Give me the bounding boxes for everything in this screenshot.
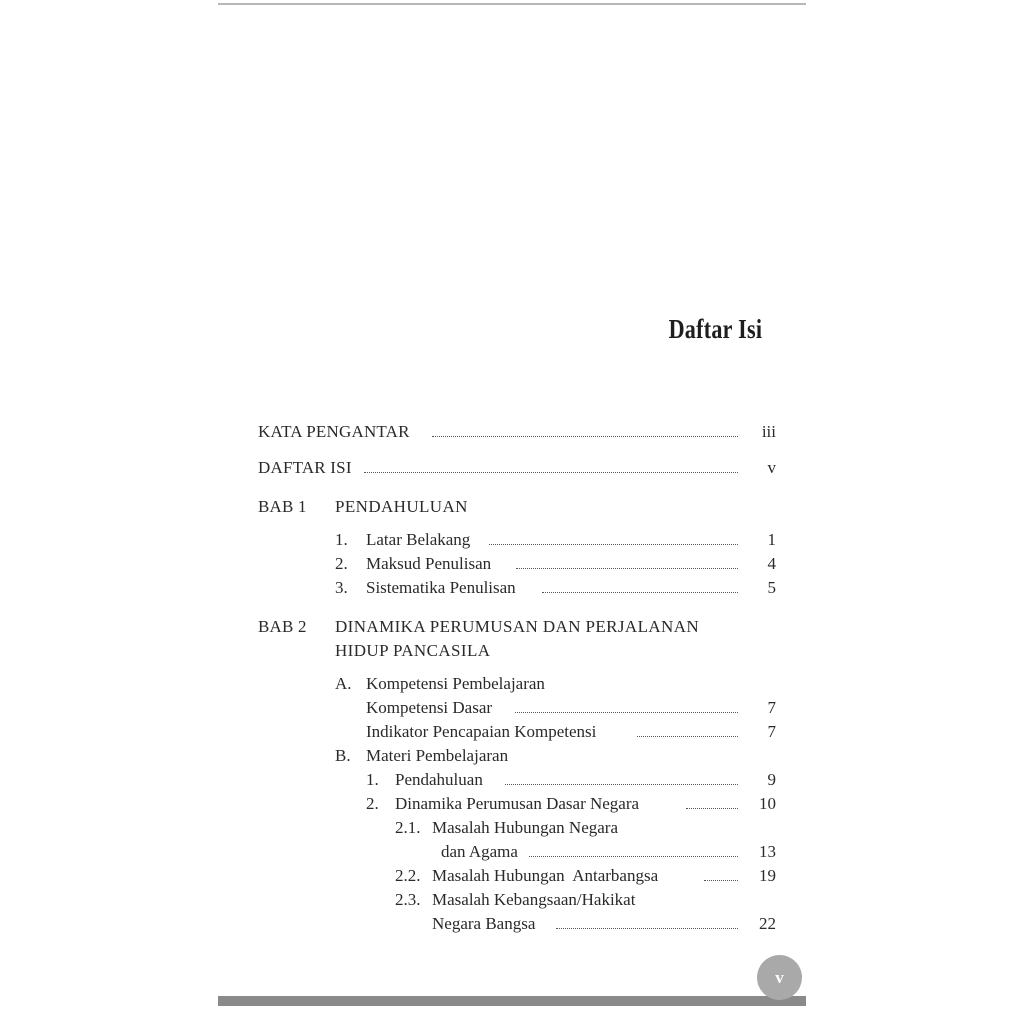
toc-page: 7 <box>767 722 776 741</box>
toc-label: Kompetensi Dasar <box>366 698 493 717</box>
chapter-title-line1: DINAMIKA PERUMUSAN DAN PERJALANAN <box>335 617 700 636</box>
dot-leader <box>637 736 738 737</box>
page-number-badge: v <box>757 955 802 1000</box>
toc-label: KATA PENGANTAR <box>258 422 410 441</box>
toc-entry <box>0 552 1024 576</box>
toc-label-line2: Negara Bangsa <box>432 914 536 933</box>
item-number: 1. <box>366 770 379 789</box>
toc-entry <box>0 720 1024 744</box>
toc-subentry-2-2 <box>0 864 1024 888</box>
dot-leader <box>515 712 738 713</box>
toc-page: 5 <box>767 578 776 597</box>
toc-page: v <box>767 458 776 477</box>
section-label: Materi Pembelajaran <box>366 746 509 765</box>
dot-leader <box>516 568 738 569</box>
toc-page: 10 <box>759 794 776 813</box>
dot-leader <box>556 928 738 929</box>
dot-leader <box>489 544 738 545</box>
dot-leader <box>432 436 738 437</box>
subitem-number: 2.3. <box>395 890 421 909</box>
toc-label: Sistematika Penulisan <box>366 578 516 597</box>
dot-leader <box>704 880 738 881</box>
toc-entry <box>0 696 1024 720</box>
toc-label-line1: Masalah Kebangsaan/Hakikat <box>432 890 636 909</box>
item-number: 3. <box>335 578 348 597</box>
toc-entry <box>0 768 1024 792</box>
toc-label-line2: dan Agama <box>441 842 518 861</box>
toc-page: 13 <box>759 842 776 861</box>
toc-chapter-bab1 <box>0 495 1024 519</box>
section-number: B. <box>335 746 351 765</box>
dot-leader <box>364 472 738 473</box>
item-number: 2. <box>335 554 348 573</box>
chapter-title: PENDAHULUAN <box>335 497 468 516</box>
toc-page: 22 <box>759 914 776 933</box>
page-title: Daftar Isi <box>668 314 762 344</box>
section-label: Kompetensi Pembelajaran <box>366 674 545 693</box>
toc-subentry-2-3 <box>0 888 1024 912</box>
item-number: 1. <box>335 530 348 549</box>
section-number: A. <box>335 674 352 693</box>
toc-section-a <box>0 672 1024 696</box>
toc-subentry-2-3-cont <box>0 912 1024 936</box>
toc-label: Pendahuluan <box>395 770 483 789</box>
toc-page: 9 <box>767 770 776 789</box>
toc-page: 1 <box>767 530 776 549</box>
toc-label-line1: Masalah Hubungan Negara <box>432 818 618 837</box>
subitem-number: 2.2. <box>395 866 421 885</box>
toc-subentry-2-1-cont <box>0 840 1024 864</box>
toc-label: Latar Belakang <box>366 530 471 549</box>
subitem-number: 2.1. <box>395 818 421 837</box>
chapter-title-line2: HIDUP PANCASILA <box>335 641 491 660</box>
toc-entry <box>0 792 1024 816</box>
dot-leader <box>505 784 738 785</box>
toc-label: Maksud Penulisan <box>366 554 492 573</box>
toc-section-b <box>0 744 1024 768</box>
toc-chapter-bab2 <box>0 615 1024 639</box>
toc-entry <box>0 576 1024 600</box>
toc-label: Dinamika Perumusan Dasar Negara <box>395 794 640 813</box>
bottom-bar <box>218 996 806 1006</box>
toc-chapter-bab2-cont <box>0 639 1024 663</box>
toc-page: 4 <box>767 554 776 573</box>
toc-entry <box>0 528 1024 552</box>
toc-label: Indikator Pencapaian Kompetensi <box>366 722 597 741</box>
toc-page: iii <box>761 422 776 441</box>
toc-label: DAFTAR ISI <box>258 458 352 477</box>
chapter-number: BAB 2 <box>258 617 307 636</box>
item-number: 2. <box>366 794 379 813</box>
toc-subentry-2-1 <box>0 816 1024 840</box>
dot-leader <box>542 592 738 593</box>
top-rule <box>218 3 806 5</box>
toc-page: 7 <box>767 698 776 717</box>
toc-label: Masalah Hubungan Antarbangsa <box>432 866 659 885</box>
toc-page: 19 <box>759 866 776 885</box>
toc-entry-daftar-isi <box>0 456 1024 480</box>
toc-entry-kata-pengantar <box>0 420 1024 444</box>
dot-leader <box>529 856 738 857</box>
chapter-number: BAB 1 <box>258 497 307 516</box>
dot-leader <box>686 808 738 809</box>
